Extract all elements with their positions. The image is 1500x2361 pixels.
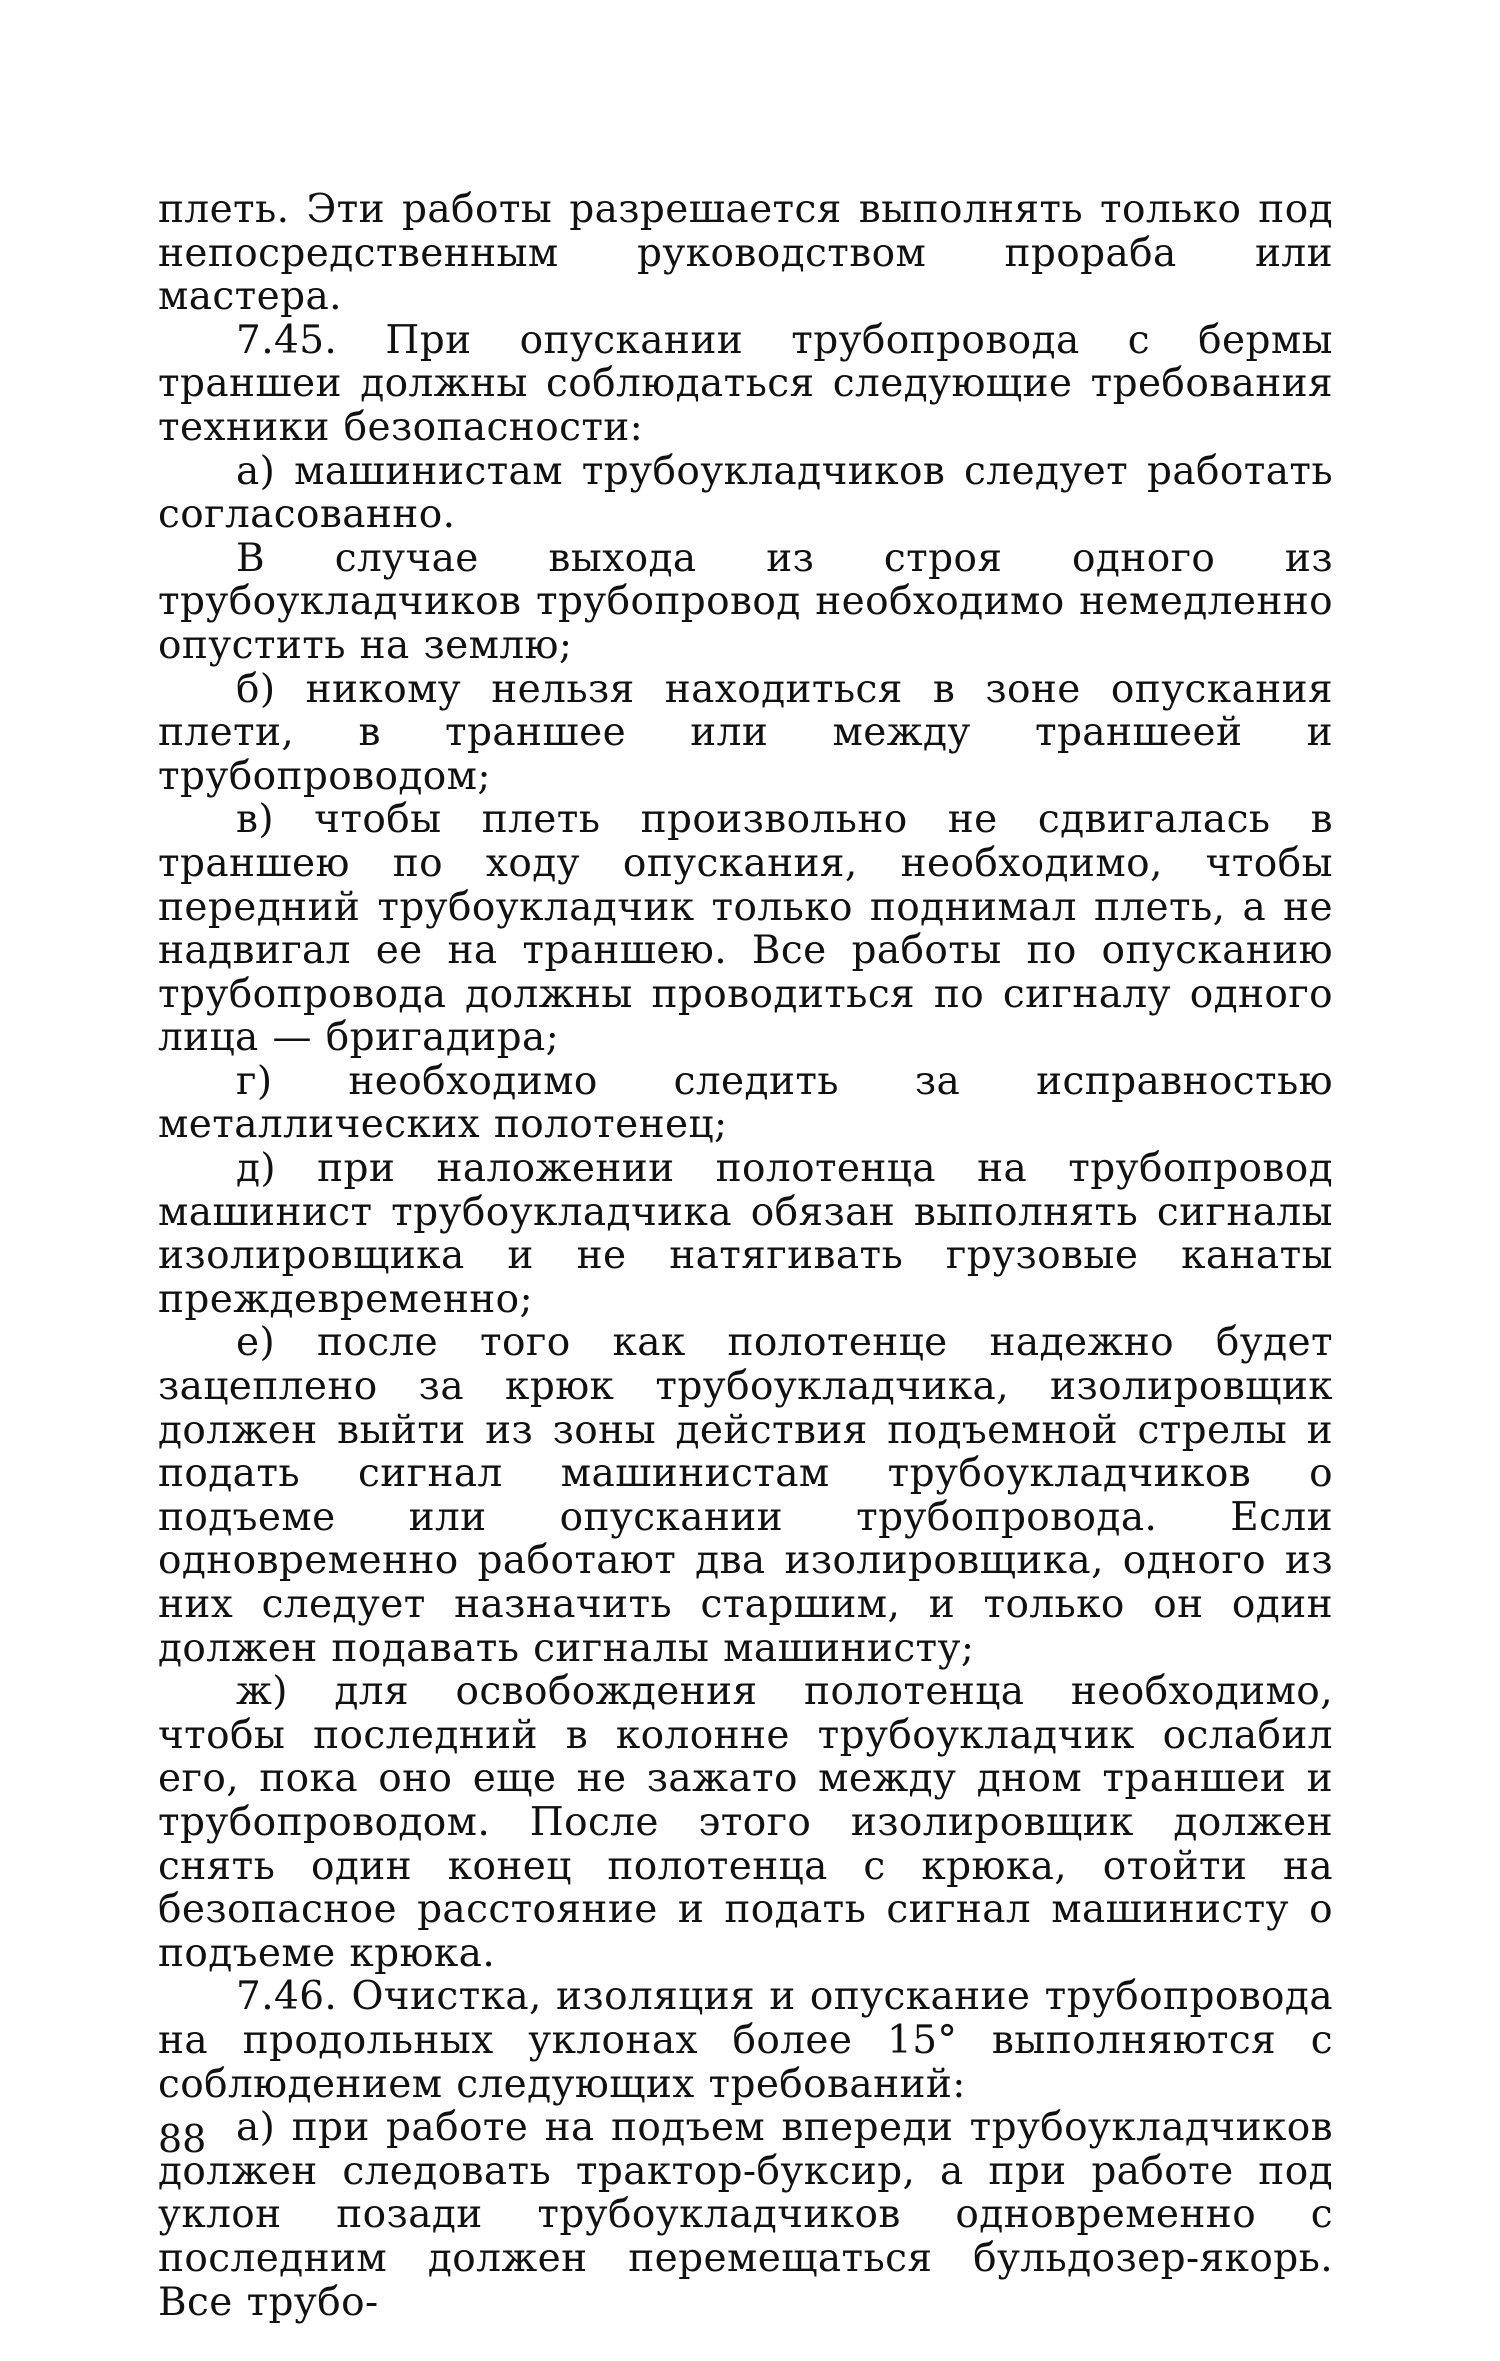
paragraph-item-zh: ж) для освобождения полотенца необходимо, чтобы последний в колонне трубоукладчик ослабил его, пока оно еще не зажато между дном траншеи и трубопроводом. После этого изолировщик должен снять один конец полотенца с крюка, отойти на безопасное расстояние и подать сигнал машинисту о подъеме крюка. bbox=[158, 1669, 1333, 1976]
paragraph-7-46-item-a: а) при работе на подъем впереди трубоукладчиков должен следовать трактор-буксир, а при работе под уклон позади трубоукладчиков одновременно с последним должен перемещаться бульдозер-якорь. Все трубо- bbox=[158, 2105, 1333, 2325]
paragraph-item-b: б) никому нельзя находиться в зоне опускания плети, в траншее или между траншеей и трубопроводом; bbox=[158, 666, 1333, 799]
paragraph-item-d: д) при наложении полотенца на трубопровод машинист трубоукладчика обязан выполнять сигналы изолировщика и не натягивать грузовые канаты преждевременно; bbox=[158, 1146, 1333, 1322]
paragraph-item-a: а) машинистам трубоукладчиков следует работать согласованно. bbox=[158, 448, 1333, 538]
paragraph-7-46: 7.46. Очистка, изоляция и опускание трубопровода на продольных уклонах более 15° выполняются с соблюдением следующих требований: bbox=[158, 1974, 1333, 2107]
paragraph-item-v: в) чтобы плеть произвольно не сдвигалась в траншею по ходу опускания, необходимо, чтобы передний трубоукладчик только поднимал плеть, а не надвигал ее на траншею. Все работы по опусканию трубопровода должны проводиться по сигналу одного лица — бригадира; bbox=[158, 797, 1333, 1061]
body-text bbox=[158, 188, 1333, 2324]
paragraph-7-45: 7.45. При опускании трубопровода с бермы траншеи должны соблюдаться следующие требования техники безопасности: bbox=[158, 317, 1333, 450]
paragraph-failure-case: В случае выхода из строя одного из трубоукладчиков трубопровод необходимо немедленно опустить на землю; bbox=[158, 535, 1333, 668]
paragraph-item-g: г) необходимо следить за исправностью металлических полотенец; bbox=[158, 1058, 1333, 1148]
paragraph-continuation: плеть. Эти работы разрешается выполнять только под непосредственным руководством прораба или мастера. bbox=[158, 187, 1333, 320]
page-number: 88 bbox=[158, 2117, 207, 2161]
paragraph-item-e: е) после того как полотенце надежно будет зацеплено за крюк трубоукладчика, изолировщик должен выйти из зоны действия подъемной стрелы и подать сигнал машинистам трубоукладчиков о подъеме или опускании трубопровода. Если одновременно работают два изолировщика, одного из них следует назначить старшим, и только он один должен подавать сигналы машинисту; bbox=[158, 1320, 1333, 1671]
